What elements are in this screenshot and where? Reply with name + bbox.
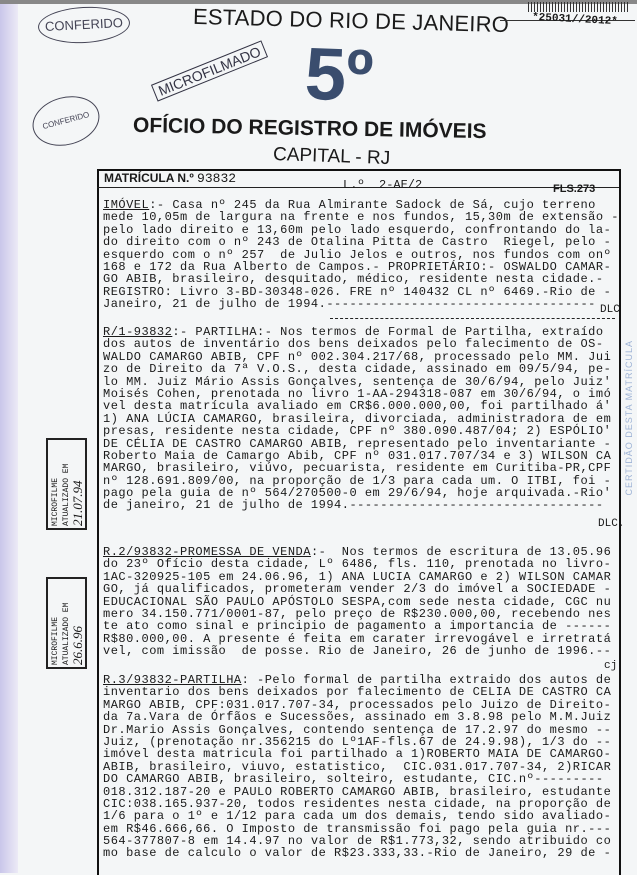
block-heading: R/1-93832 bbox=[103, 325, 173, 339]
record-line: te ato como sinal e principio de pagamento a importancia de ------ bbox=[103, 619, 612, 634]
record-line: inventario dos bens deixados por falecimento de CELIA DE CASTRO CA bbox=[103, 685, 612, 700]
record-line: vel desta matrícula avaliado em CR$6.000.000,00, foi partilhado á' bbox=[103, 399, 612, 414]
record-line: R.2/93832-PROMESSA DE VENDA:- Nos termos de escritura de 13.05.96 bbox=[103, 545, 612, 559]
record-line: mede 10,05m de largura na frente e nos fundos, 15,30m de extensão - bbox=[103, 210, 619, 225]
block-heading: R.2/93832-PROMESSA DE VENDA bbox=[103, 545, 311, 559]
conferido-stamp: CONFERIDO bbox=[37, 5, 131, 46]
record-line bbox=[103, 311, 619, 323]
record-line: do 23º Ofício desta cidade, Lº 6486, fls. 110, prenotada no livro- bbox=[103, 557, 612, 572]
record-line: REGISTRO: Livro 3-BD-30348-026. FRE nº 140432 CL nº 6469.-Rio de - bbox=[103, 284, 612, 299]
record-line: 1/6 para o 1º e 1/12 para cada um dos demais, tendo sido avaliado- bbox=[103, 809, 612, 824]
record-block-r3 bbox=[103, 674, 611, 860]
block-heading: IMÓVEL bbox=[103, 198, 150, 212]
record-line: Roberto Maia de Camargo Abib, CPF nº 031.017.707/34 e 3) WILSON CA bbox=[103, 448, 612, 463]
record-line: R$80.000,00. A presente é feita em carater irrevogável e irretratá bbox=[103, 631, 612, 646]
record-block-r1 bbox=[103, 326, 611, 512]
record-line: ABIB, brasileiro, viuvo, estatistico, CIC.031.017.707-34, 2)RICAR bbox=[103, 759, 612, 774]
folio-number: FLS.273 bbox=[553, 183, 596, 195]
microfilme-updated: ATUALIZADO EM bbox=[62, 602, 71, 665]
record-line: Dr.Mario Assis Gonçalves, contendo sentença de 17.2.97 do mesmo -- bbox=[103, 722, 612, 737]
state-heading: ESTADO DO RIO DE JANEIRO bbox=[192, 3, 510, 38]
microfilmado-stamp: MICROFILMADO bbox=[151, 40, 268, 101]
microfilme-date: 21.07.94 bbox=[70, 480, 85, 526]
margin-initials: DLC bbox=[600, 304, 620, 316]
record-line: zo de Direito da 7ª V.O.S., desta cidade, assinado em 09/5/94, pe- bbox=[103, 362, 612, 377]
record-line: mero 34.150.771/0001-87, pelo preço de R$230.000,00, recebendo nes bbox=[103, 606, 612, 621]
record-line: imóvel desta matricula foi partilhado a 1)ROBERTO MAIA DE CAMARGO- bbox=[103, 747, 612, 762]
microfilme-label: MICROFILME bbox=[51, 477, 60, 526]
capital-heading: CAPITAL - RJ bbox=[272, 143, 391, 170]
record-line: lo MM. Juiz Mário Assis Gonçalves, sentença de 30/6/94, pelo Juiz' bbox=[103, 374, 612, 389]
record-line: do direito com o nº 243 de Otalina Pitta de Castro Riegel, pelo - bbox=[103, 235, 612, 250]
record-block-imovel bbox=[103, 199, 619, 323]
record-line: Janeiro, 21 de julho de 1994.----------------------------------- bbox=[103, 297, 596, 312]
record-line: 564-377807-8 em 14.4.97 no valor de R$1.773,32, sendo atribuido co bbox=[103, 834, 612, 849]
record-line: nº 128.691.809/00, na proporção de 1/3 para cada um. O ITBI, foi - bbox=[103, 473, 612, 488]
block-divider bbox=[330, 318, 615, 319]
record-line: da 7a.Vara de Órfãos e Sucessões, assinado em 3.8.98 pelo M.M.Juiz bbox=[103, 710, 612, 725]
margin-initials: DLC. bbox=[598, 518, 625, 530]
barcode bbox=[528, 2, 628, 12]
record-line: R.3/93832-PARTILHA: -Pelo formal de partilha extraido dos autos de bbox=[103, 673, 612, 687]
scan-edge bbox=[0, 0, 18, 873]
record-line: pelo lado direito e 13,60m pelo lado esquerdo, confrontando do la- bbox=[103, 222, 612, 237]
margin-initials: cj bbox=[604, 660, 618, 672]
record-line: R/1-93832:- PARTILHA:- Nos termos de Formal de Partilha, extraído bbox=[103, 325, 604, 339]
microfilme-label: MICROFILME bbox=[51, 616, 60, 665]
record-line: GO ABIB, brasileiro, desquitado, médico, residente nesta cidade.- bbox=[103, 272, 604, 287]
matricula-number: 93832 bbox=[197, 171, 237, 186]
record-line: DE CÉLIA DE CASTRO CAMARGO ABIB, representado pelo inventariante - bbox=[103, 436, 612, 451]
microfilme-updated: ATUALIZADO EM bbox=[62, 463, 71, 526]
record-line: Juiz, (prenotação nr.356215 do Lº1AF-fls.67 de 24.9.98), 1/3 do -- bbox=[103, 734, 612, 749]
record-line: DO CAMARGO ABIB, brasileiro, solteiro, estudante, CIC.nº--------- bbox=[103, 772, 604, 787]
record-line: vel, com imissão de posse. Rio de Janeiro, 26 de junho de 1996.-- bbox=[103, 644, 612, 659]
record-line: MARGO ABIB, CPF:031.017.707-34, processados pelo Juizo de Direito- bbox=[103, 697, 612, 712]
record-line: 1) ANA LÚCIA CAMARGO, brasileira, divorciada, administradora de em bbox=[103, 411, 612, 426]
record-line: 168 e 172 da Rua Alberto de Campos.- PROPRIETÁRIO:- OSWALDO CAMAR- bbox=[103, 259, 612, 274]
record-line: mo base de calculo o valor de R$23.333,33.-Rio de Janeiro, 29 de - bbox=[103, 846, 612, 861]
record-line: dos autos de inventário dos bens deixados pelo falecimento de OS- bbox=[103, 337, 604, 352]
office-number-logo: 5º bbox=[303, 31, 375, 118]
record-line: 018.312.187-20 e PAULO ROBERTO CAMARGO ABIB, brasileiro, estudante bbox=[103, 784, 612, 799]
record-line: CIC:038.165.937-20, todos residentes nesta cidade, na proporção de bbox=[103, 796, 612, 811]
record-line: presas, residente nesta cidade, CPF nº 380.090.487/04; 2) ESPÓLIO' bbox=[103, 424, 612, 439]
matricula-header bbox=[104, 171, 236, 186]
record-line: de janeiro, 21 de julho de 1994.--------------------------------- bbox=[103, 498, 604, 513]
barcode-number: *25031//2012* bbox=[531, 11, 619, 29]
conferido-stamp-2: CONFERIDO bbox=[27, 89, 105, 153]
record-line: Moisés Cohen, prenotada no livro 1-AA-294318-087 em 30/6/94, o imó bbox=[103, 386, 612, 401]
record-line: GO, já qualificados, prometeram vender 2/3 do imóvel a SOCIEDADE - bbox=[103, 582, 612, 597]
record-line: em R$46.666,66. O Imposto de transmissão foi pago pela guia nr.--- bbox=[103, 821, 612, 836]
record-line: pago pela guia de nº 564/270500-0 em 29/6/94, hoje arquivada.-Rio' bbox=[103, 486, 612, 501]
microfilme-stamp-1 bbox=[46, 438, 87, 530]
block-heading: R.3/93832-PARTILHA bbox=[103, 673, 242, 687]
livro-reference: L.º 2-AE/2 bbox=[343, 178, 423, 192]
matricula-label: MATRÍCULA N.º bbox=[104, 171, 194, 185]
office-heading: OFÍCIO DO REGISTRO DE IMÓVEIS bbox=[132, 113, 487, 144]
microfilme-date: 26.6.96 bbox=[70, 626, 85, 665]
record-line: 1AC-320925-105 em 24.06.96, 1) ANA LUCIA CAMARGO e 2) WILSON CAMAR bbox=[103, 569, 612, 584]
record-line: EDUCACIONAL SÃO PAULO APÓSTOLO SESPA,com sede nesta cidade, CGC nu bbox=[103, 594, 612, 609]
certidao-watermark: CERTIDÃO DESTA MATRÍCULA bbox=[624, 340, 634, 496]
record-line: IMÓVEL:- Casa nº 245 da Rua Almirante Sadock de Sá, cujo terreno bbox=[103, 198, 596, 212]
record-block-r2 bbox=[103, 546, 611, 658]
record-line: MARGO, brasileiro, viúvo, pecuarista, residente em Curitiba-PR,CPF bbox=[103, 461, 612, 476]
record-line: esquerdo com o nº 257 de Julio Jelos e outros, nos fundos com onº bbox=[103, 247, 612, 262]
microfilme-stamp-2 bbox=[46, 577, 87, 669]
record-line: WALDO CAMARGO ABIB, CPF nº 002.304.217/68, processado pelo MM. Jui bbox=[103, 349, 612, 364]
